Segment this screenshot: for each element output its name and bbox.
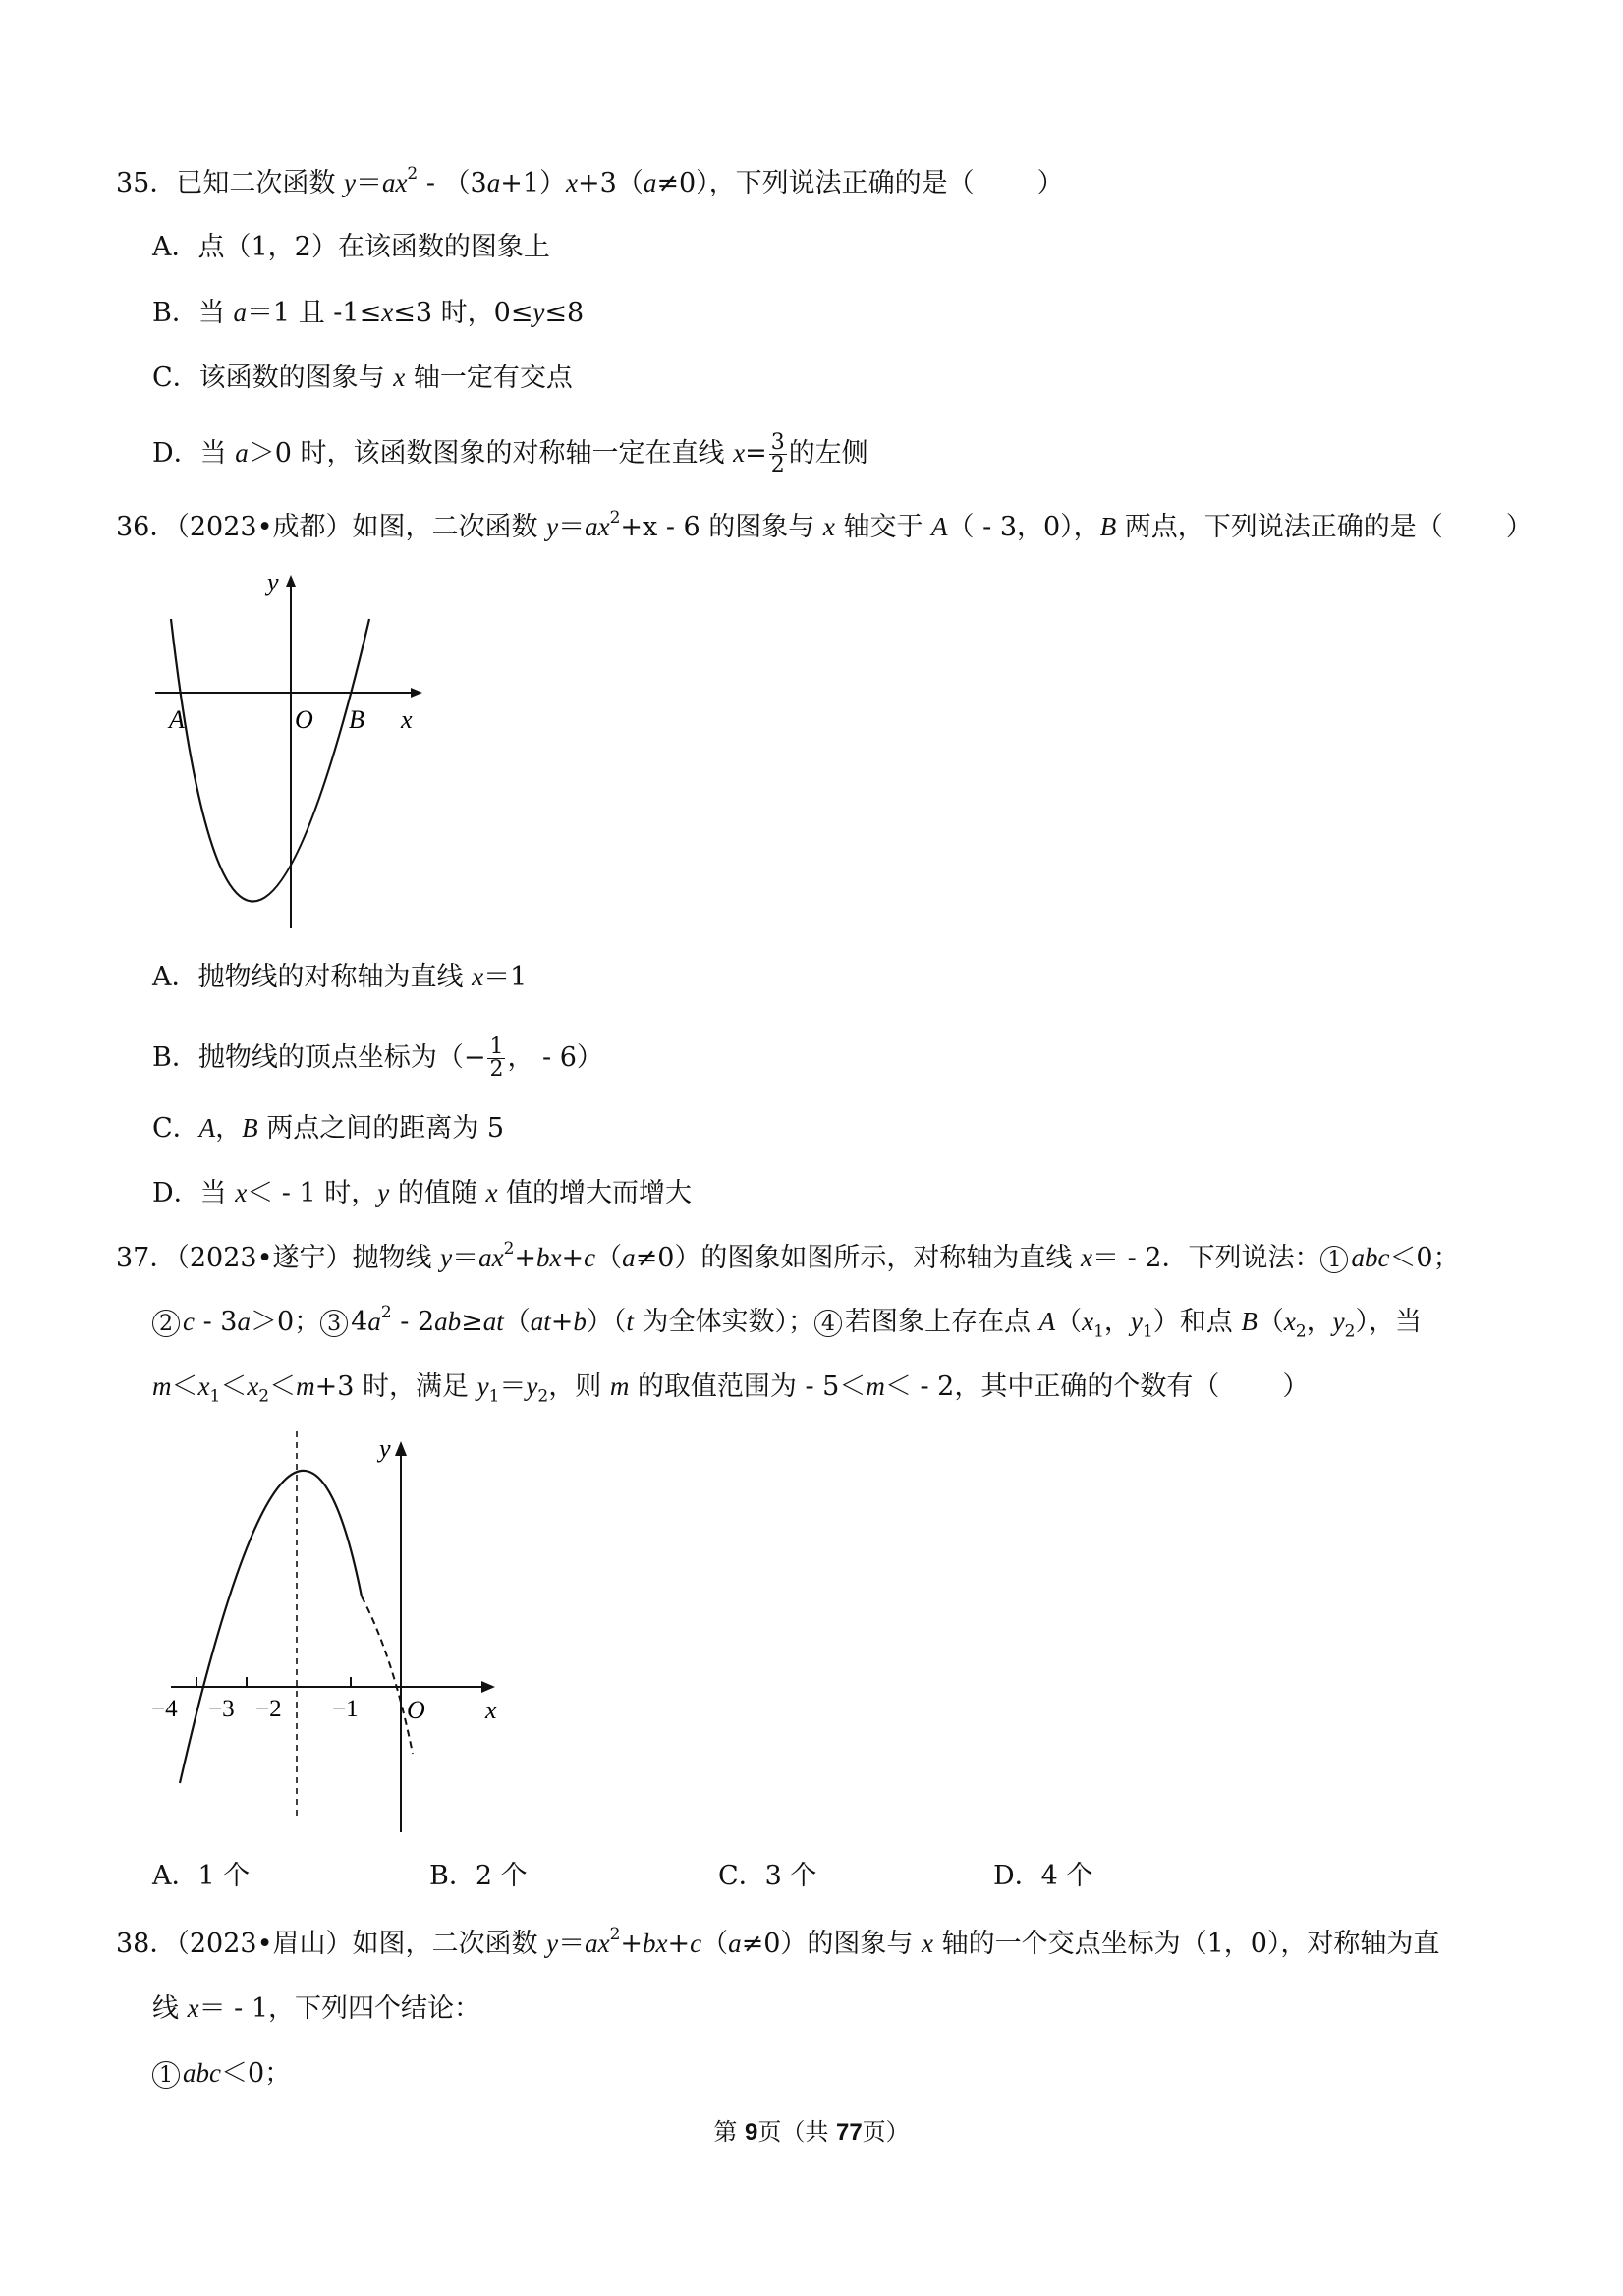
q36-option-b: B．抛物线的顶点坐标为（− $\frac{1}{2}$ ， ‐ 6） [152, 1035, 603, 1082]
point-b-label: B [349, 705, 364, 734]
q36-option-a: A．抛物线的对称轴为直线 x＝1 [152, 962, 528, 992]
q35-option-a: A．点（1，2）在该函数的图象上 [152, 232, 550, 262]
q38-stem-line2: 线 x＝ ‐ 1，下列四个结论： [152, 1993, 481, 2024]
q37-option-a: A．1 个 [152, 1861, 251, 1891]
q36-parabola-figure [147, 565, 442, 945]
y-label: y [379, 1434, 391, 1463]
origin-label: O [295, 705, 313, 734]
x-label: x [485, 1696, 497, 1724]
q37-stem-line1: 37．（2023•遂宁）抛物线 $y=ax^2+bx+c(a\ne 0)$的图象如图所示，对称轴为直线 x＝ ‐ 2．下列说法： 1 abc＜0； [116, 1239, 1460, 1273]
tick-label-neg4: −4 [151, 1696, 178, 1722]
fraction-1-2: $\frac{1}{2}$ [489, 1035, 504, 1082]
y-label: y [267, 568, 279, 596]
y-axis-arrow-icon [395, 1441, 407, 1456]
q37-stem-line2: 2 c ‐ 3a＞0； 3 $4a^2$ ‐ 2ab≥at（at+b）（t 为全体实数）； 4 若图象上存在点 $A(x_1$，$y_1$）和点 $B(x_2$，$y_2$），当 [152, 1304, 1422, 1340]
q36-graph [147, 565, 442, 938]
x-label: x [401, 705, 413, 734]
q37-option-d: D．4 个 [993, 1861, 1093, 1891]
circled-number: 3 [320, 1310, 348, 1337]
tick-label-neg2: −2 [255, 1696, 282, 1722]
q37-option-b: B．2 个 [429, 1861, 528, 1891]
q35-option-d: D．当 a＞0 时，该函数图象的对称轴一定在直线 x= $\frac{3}{2}$ 的左侧 [152, 430, 868, 477]
tick-label-neg1: −1 [332, 1696, 359, 1722]
circled-number: 2 [152, 1310, 180, 1337]
y-axis-arrow-icon [286, 575, 296, 587]
q37-graph [147, 1420, 521, 1842]
q38-stem-line1: 38．（2023•眉山）如图，二次函数 $y=ax^2+bx+c(a\ne 0)$的图象与 x 轴的一个交点坐标为（1，0），对称轴为直 [116, 1925, 1440, 1959]
q36-stem: 36．（2023•成都）如图，二次函数 $y=ax^2+x$ ‐ 6 的图象与 x 轴交于 A（ ‐ 3，0），B 两点，下列说法正确的是（ ） [116, 508, 1533, 542]
q35-option-b: B．当 a＝1 且 ‐1≤x≤3 时，0≤y≤8 [152, 298, 585, 328]
q35-stem: 35．已知二次函数 $y=ax^2$ ‐ （3a+1）x+3（a≠0），下列说法正确的是（ ） [116, 164, 1064, 198]
fraction-3-2: $\frac{3}{2}$ [770, 430, 785, 477]
q35-option-c: C．该函数的图象与 x 轴一定有交点 [152, 363, 573, 393]
circled-number: 1 [152, 2061, 180, 2089]
x-axis-arrow-icon [411, 688, 422, 698]
point-a-label: A [169, 705, 185, 734]
x-axis-arrow-icon [481, 1681, 495, 1693]
q37-parabola-figure [147, 1420, 521, 1849]
q37-option-c: C．3 个 [718, 1861, 817, 1891]
circled-number: 4 [814, 1310, 842, 1337]
parabola-dashed-part [362, 1596, 413, 1754]
parabola-curve [171, 619, 369, 902]
page-number: 9 [744, 2119, 758, 2146]
q36-option-c: C．A，B 两点之间的距离为 5 [152, 1113, 505, 1144]
parabola-solid-part [180, 1471, 362, 1783]
page-footer: 第 9页（共 77页） [713, 2118, 910, 2146]
q36-option-d: D．当 x＜ ‐ 1 时，y 的值随 x 值的增大而增大 [152, 1178, 693, 1208]
tick-label-neg3: −3 [208, 1696, 235, 1722]
circled-number: 1 [1320, 1246, 1348, 1273]
q38-conclusion-1: 1 abc＜0； [152, 2055, 291, 2092]
origin-label: O [407, 1696, 425, 1724]
q37-stem-line3: $m<x_1<x_2<m+3$ 时，满足 $y_1=y_2$，则 m 的取值范围为 ‐ 5＜m＜ ‐ 2，其中正确的个数有（ ） [152, 1372, 1310, 1407]
page-total: 77 [835, 2119, 863, 2146]
